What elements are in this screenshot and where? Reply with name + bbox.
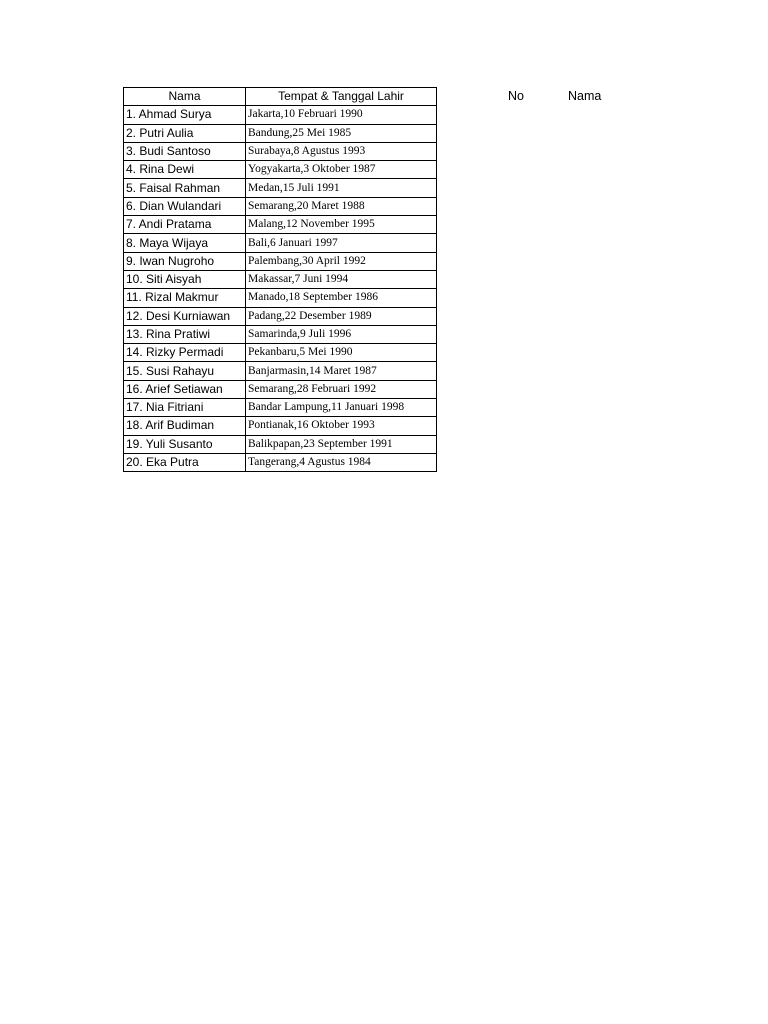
name-cell[interactable]: 18. Arif Budiman [124, 417, 246, 435]
table-row [124, 289, 437, 307]
name-cell[interactable]: 16. Arief Setiawan [124, 380, 246, 398]
table-row [124, 344, 437, 362]
birth-cell[interactable]: Yogyakarta,3 Oktober 1987 [246, 161, 437, 179]
name-cell[interactable]: 12. Desi Kurniawan [124, 307, 246, 325]
table-row [124, 216, 437, 234]
name-cell[interactable]: 9. Iwan Nugroho [124, 252, 246, 270]
table-row [124, 124, 437, 142]
name-cell[interactable]: 15. Susi Rahayu [124, 362, 246, 380]
birth-cell[interactable]: Bandar Lampung,11 Januari 1998 [246, 399, 437, 417]
table-row [124, 197, 437, 215]
table-row [124, 325, 437, 343]
name-cell[interactable]: 6. Dian Wulandari [124, 197, 246, 215]
name-cell[interactable]: 14. Rizky Permadi [124, 344, 246, 362]
side-header-no: No [508, 89, 524, 103]
name-cell[interactable]: 20. Eka Putra [124, 453, 246, 471]
name-cell[interactable]: 19. Yuli Susanto [124, 435, 246, 453]
birth-cell[interactable]: Bali,6 Januari 1997 [246, 234, 437, 252]
birth-cell[interactable]: Bandung,25 Mei 1985 [246, 124, 437, 142]
table-row [124, 234, 437, 252]
table-row [124, 106, 437, 124]
name-cell[interactable]: 10. Siti Aisyah [124, 270, 246, 288]
table-row [124, 417, 437, 435]
name-cell[interactable]: 4. Rina Dewi [124, 161, 246, 179]
table-row [124, 362, 437, 380]
birth-cell[interactable]: Makassar,7 Juni 1994 [246, 270, 437, 288]
birth-cell[interactable]: Pekanbaru,5 Mei 1990 [246, 344, 437, 362]
table-header-row [124, 88, 437, 106]
name-cell[interactable]: 5. Faisal Rahman [124, 179, 246, 197]
table-row [124, 161, 437, 179]
birth-cell[interactable]: Pontianak,16 Oktober 1993 [246, 417, 437, 435]
name-cell[interactable]: 7. Andi Pratama [124, 216, 246, 234]
birth-cell[interactable]: Malang,12 November 1995 [246, 216, 437, 234]
name-cell[interactable]: 1. Ahmad Surya [124, 106, 246, 124]
side-header-nama: Nama [568, 89, 602, 103]
birth-cell[interactable]: Balikpapan,23 September 1991 [246, 435, 437, 453]
birth-cell[interactable]: Semarang,20 Maret 1988 [246, 197, 437, 215]
table-row [124, 142, 437, 160]
birth-cell[interactable]: Medan,15 Juli 1991 [246, 179, 437, 197]
header-nama: Nama [124, 88, 246, 106]
name-cell[interactable]: 11. Rizal Makmur [124, 289, 246, 307]
table-row [124, 270, 437, 288]
name-cell[interactable]: 13. Rina Pratiwi [124, 325, 246, 343]
name-cell[interactable]: 17. Nia Fitriani [124, 399, 246, 417]
birth-cell[interactable]: Semarang,28 Februari 1992 [246, 380, 437, 398]
table-row [124, 307, 437, 325]
table-row [124, 453, 437, 471]
name-cell[interactable]: 2. Putri Aulia [124, 124, 246, 142]
birth-data-table [123, 87, 437, 472]
table-row [124, 380, 437, 398]
birth-cell[interactable]: Jakarta,10 Februari 1990 [246, 106, 437, 124]
birth-cell[interactable]: Manado,18 September 1986 [246, 289, 437, 307]
birth-cell[interactable]: Tangerang,4 Agustus 1984 [246, 453, 437, 471]
birth-cell[interactable]: Banjarmasin,14 Maret 1987 [246, 362, 437, 380]
table-row [124, 435, 437, 453]
table-row [124, 179, 437, 197]
birth-cell[interactable]: Samarinda,9 Juli 1996 [246, 325, 437, 343]
header-tempat-tanggal-lahir: Tempat & Tanggal Lahir [246, 88, 437, 106]
table-row [124, 399, 437, 417]
birth-cell[interactable]: Palembang,30 April 1992 [246, 252, 437, 270]
birth-cell[interactable]: Surabaya,8 Agustus 1993 [246, 142, 437, 160]
birth-cell[interactable]: Padang,22 Desember 1989 [246, 307, 437, 325]
table-row [124, 252, 437, 270]
name-cell[interactable]: 3. Budi Santoso [124, 142, 246, 160]
name-cell[interactable]: 8. Maya Wijaya [124, 234, 246, 252]
